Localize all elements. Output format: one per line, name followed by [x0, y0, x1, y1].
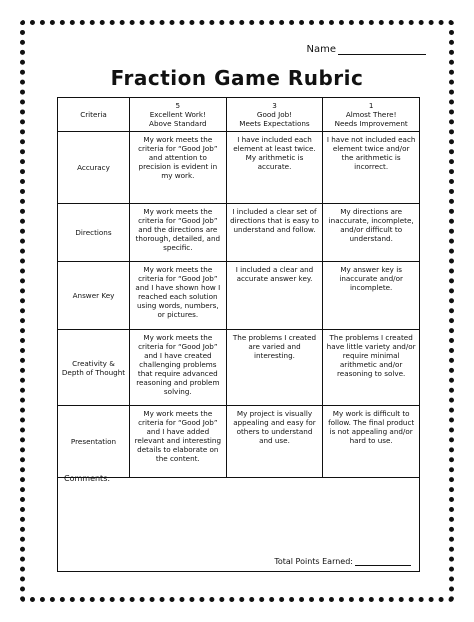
criteria-cell: Answer Key [58, 262, 130, 330]
excellent-cell: My work meets the criteria for “Good Job” and I have shown how I reached each solution using words, numbers, or pictures. [130, 262, 227, 330]
table-row [58, 204, 420, 262]
table-row [58, 262, 420, 330]
header-almost [323, 98, 420, 132]
excellent-cell: My work meets the criteria for “Good Job” and attention to precision is evident in my work. [130, 132, 227, 204]
almost-cell: My work is difficult to follow. The final product is not appealing and/or hard to use. [323, 406, 420, 478]
header-almost-title: Almost There! [345, 110, 397, 119]
almost-cell: I have not included each element twice and/or the arithmetic is incorrect. [323, 132, 420, 204]
header-good-title: Good Job! [256, 110, 293, 119]
excellent-cell: My work meets the criteria for “Good Job” and the directions are thorough, detailed, and specific. [130, 204, 227, 262]
criteria-cell: Presentation [58, 406, 130, 478]
header-almost-score: 1 [368, 101, 374, 110]
excellent-cell: My work meets the criteria for “Good Job” and I have created challenging problems that require advanced reasoning and problem solving. [130, 330, 227, 406]
criteria-cell: Accuracy [58, 132, 130, 204]
good-cell: The problems I created are varied and interesting. [226, 330, 323, 406]
header-good-level: Meets Expectations [239, 119, 310, 128]
header-excellent-score: 5 [175, 101, 181, 110]
comments-label: Comments: [64, 474, 111, 483]
total-points-label: Total Points Earned: [274, 557, 353, 566]
header-excellent [130, 98, 227, 132]
almost-cell: My answer key is inaccurate and/or incomplete. [323, 262, 420, 330]
header-excellent-level: Above Standard [149, 119, 207, 128]
good-cell: I included a clear and accurate answer key. [226, 262, 323, 330]
total-points [274, 557, 411, 566]
almost-cell: The problems I created have little variety and/or require minimal arithmetic and/or reasoning to solve. [323, 330, 420, 406]
header-excellent-title: Excellent Work! [149, 110, 206, 119]
excellent-cell: My work meets the criteria for “Good Job” and I have added relevant and interesting details to elaborate on the content. [130, 406, 227, 478]
table-row [58, 330, 420, 406]
name-blank[interactable] [338, 45, 426, 55]
name-label: Name [306, 44, 336, 55]
total-points-blank[interactable] [355, 557, 411, 566]
table-row [58, 406, 420, 478]
page-title: Fraction Game Rubric [110, 66, 364, 90]
header-almost-level: Needs Improvement [334, 119, 408, 128]
almost-cell: My directions are inaccurate, incomplete, and/or difficult to understand. [323, 204, 420, 262]
good-cell: My project is visually appealing and easy for others to understand and use. [226, 406, 323, 478]
header-good [226, 98, 323, 132]
header-good-score: 3 [272, 101, 277, 110]
header-criteria-label: Criteria [80, 110, 107, 119]
criteria-cell: Directions [58, 204, 130, 262]
table-row [58, 132, 420, 204]
criteria-cell: Creativity & Depth of Thought [58, 330, 130, 406]
good-cell: I included a clear set of directions that is easy to understand and follow. [226, 204, 323, 262]
good-cell: I have included each element at least twice. My arithmetic is accurate. [226, 132, 323, 204]
name-line [306, 44, 426, 55]
rubric-header-row [58, 98, 420, 132]
comments-box[interactable] [57, 470, 420, 572]
header-criteria [58, 98, 130, 132]
rubric-table [57, 97, 420, 478]
